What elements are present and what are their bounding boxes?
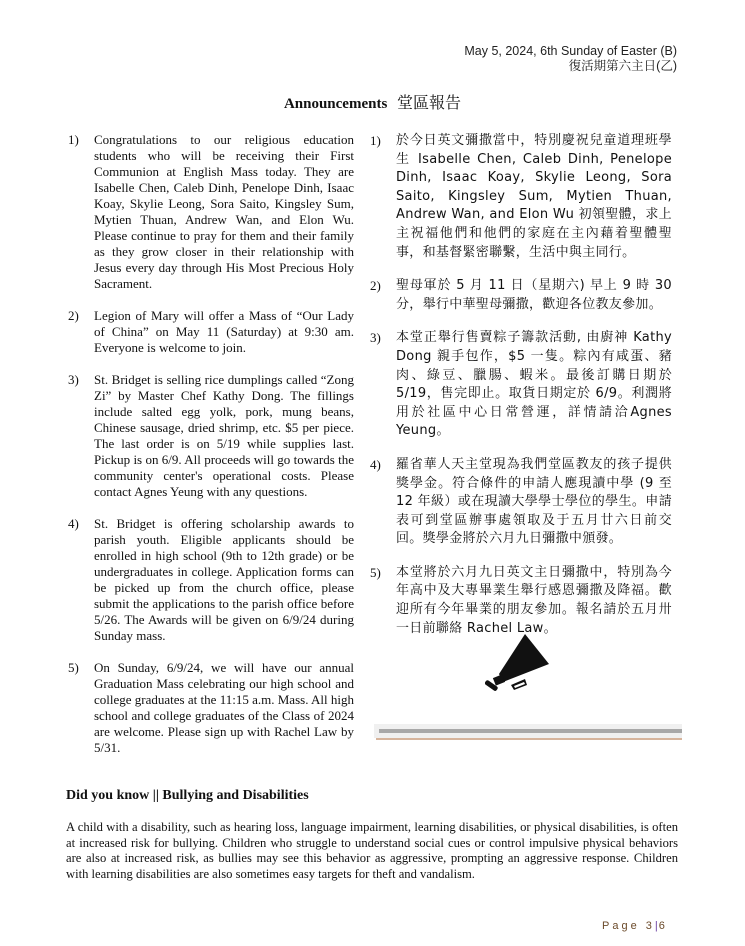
item-text: 羅省華人天主堂現為我們堂區教友的孩子提供獎學金。符合條件的申請人應現讀中學 (9 至 12 年級）或在現讀大學學士學位的學生。申請表可到堂區辦事處領取及于五月廿六日前交回。獎學金將於六月九日彌撒中頒發。 [396, 456, 672, 547]
did-you-know-body: A child with a disability, such as hearing loss, language impairment, learning disabilities, or physical disabilities, is often at increased risk for bullying. Children who struggle to understand social cues or control impulsive physical behaviors are also at increased risk, as bullies may see this behavior as aggressive, prompting an aggressive response. Children with learning disabilities are also sometimes easy targets for theft and vandalism. [66, 820, 678, 881]
divider-bar-fill [379, 729, 682, 733]
page-current: 3 [645, 920, 655, 932]
decorative-divider-bar [374, 724, 682, 738]
date-line-en: May 5, 2024, 6th Sunday of Easter (B) [464, 44, 677, 58]
announcement-item [370, 564, 672, 638]
item-text: 聖母軍於 5 月 11 日（星期六) 早上 9 時 30 分，舉行中華聖母彌撒，歡迎各位教友參加。 [396, 278, 672, 312]
item-text: 本堂正舉行售賣粽子籌款活動, 由廚神 Kathy Dong 親手包作，$5 一隻。粽內有咸蛋、豬肉、綠豆、臘腸、蝦米。最後訂購日期於 5/19，售完即止。取貨日期定於 6/9。利潤將用於社區中心日常營運，詳情請洽Agnes Yeung。 [396, 330, 672, 439]
announcement-item [68, 516, 354, 644]
item-text: 於今日英文彌撒當中，特別慶祝兒童道理班學生 Isabelle Chen, Caleb Dinh, Penelope Dinh, Isaac Koay, Skylie Leong, Sora Saito, Kingsley Sum, Mytien Thuan, Andrew Wan, and Elon Wu 初領聖體，求上主祝福他們和他們的家庭在主內藉着聖體聖事，和基督緊密聯繫，生活中與主同行。 [396, 133, 672, 260]
announcement-item [370, 456, 672, 549]
title-zh: 堂區報告 [397, 93, 462, 112]
item-text: 本堂將於六月九日英文主日彌撒中，特別為今年高中及大專畢業生舉行感恩彌撒及降福。歡迎所有今年畢業的朋友參加。報名請於五月卅一日前聯絡 Rachel Law。 [396, 564, 672, 636]
announcement-item [68, 372, 354, 500]
item-text: St. Bridget is selling rice dumplings called “Zong Zi” by Master Chef Kathy Dong. The fillings include salted egg yolk, pork, mung beans, Chinese sausage, dried shrimp, etc. $5 per piece. The last order is on 5/19 while supplies last. Pickup is on 6/9. All proceeds will go towards the community center's operational costs. Please contact Agnes Yeung with any questions. [94, 372, 354, 499]
item-text: Congratulations to our religious education students who will be receiving their First Communion at English Mass today. They are Isabelle Chen, Caleb Dinh, Penelope Dinh, Isaac Koay, Skylie Leong, Sora Saito, Kingsley Sum, Mytien Thuan, Andrew Wan, and Elon Wu. Please continue to pray for them and their family as they grow closer in their relationship with Jesus every day through His Most Precious Holy Sacrament. [94, 132, 354, 291]
announcement-item [370, 277, 672, 314]
announcement-item [370, 132, 672, 262]
item-number: 1) [68, 132, 79, 147]
did-you-know-heading: Did you know || Bullying and Disabilities [66, 788, 309, 803]
title-en: Announcements [283, 96, 388, 112]
item-number: 2) [68, 308, 79, 323]
item-text: Legion of Mary will offer a Mass of “Our Lady of China” on May 11 (Saturday) at 9:30 am. Everyone is welcome to join. [94, 308, 354, 355]
item-number: 5) [68, 660, 79, 675]
announcement-item [68, 132, 354, 292]
item-number: 3) [68, 372, 79, 387]
item-text: St. Bridget is offering scholarship awards to parish youth. Eligible applicants should be enrolled in high school (9th to 12th grade) or be undergraduates in college. Application forms can be picked up from the church office, please submit the applications to the parish office before 5/26. The Awards will be given on 6/9/24 during Sunday mass. [94, 516, 354, 643]
bulletin-date-header [464, 44, 677, 74]
divider-underline [376, 738, 682, 740]
announcements-english-column [68, 132, 354, 772]
item-number: 5) [370, 564, 381, 580]
announcement-item [370, 329, 672, 441]
item-text: On Sunday, 6/9/24, we will have our annual Graduation Mass celebrating our high school and college graduates at the 11:15 a.m. Mass. All high school and college graduates of the Class of 2024 are welcome. Please sign up with Rachel Law by 5/31. [94, 660, 354, 755]
page-separator: | [654, 920, 659, 932]
megaphone-icon [485, 630, 565, 695]
item-number: 4) [68, 516, 79, 531]
item-number: 1) [370, 133, 381, 148]
page-label: Page [602, 920, 640, 932]
page-title [0, 90, 745, 113]
page-total: 6 [658, 920, 668, 932]
item-number: 3) [370, 330, 381, 346]
announcement-item [68, 308, 354, 356]
announcements-chinese-column [370, 132, 672, 653]
announcement-item [68, 660, 354, 756]
item-number: 2) [370, 278, 381, 294]
date-line-zh: 復活期第六主日(乙) [568, 59, 677, 73]
item-number: 4) [370, 456, 381, 472]
page-number [602, 920, 668, 932]
